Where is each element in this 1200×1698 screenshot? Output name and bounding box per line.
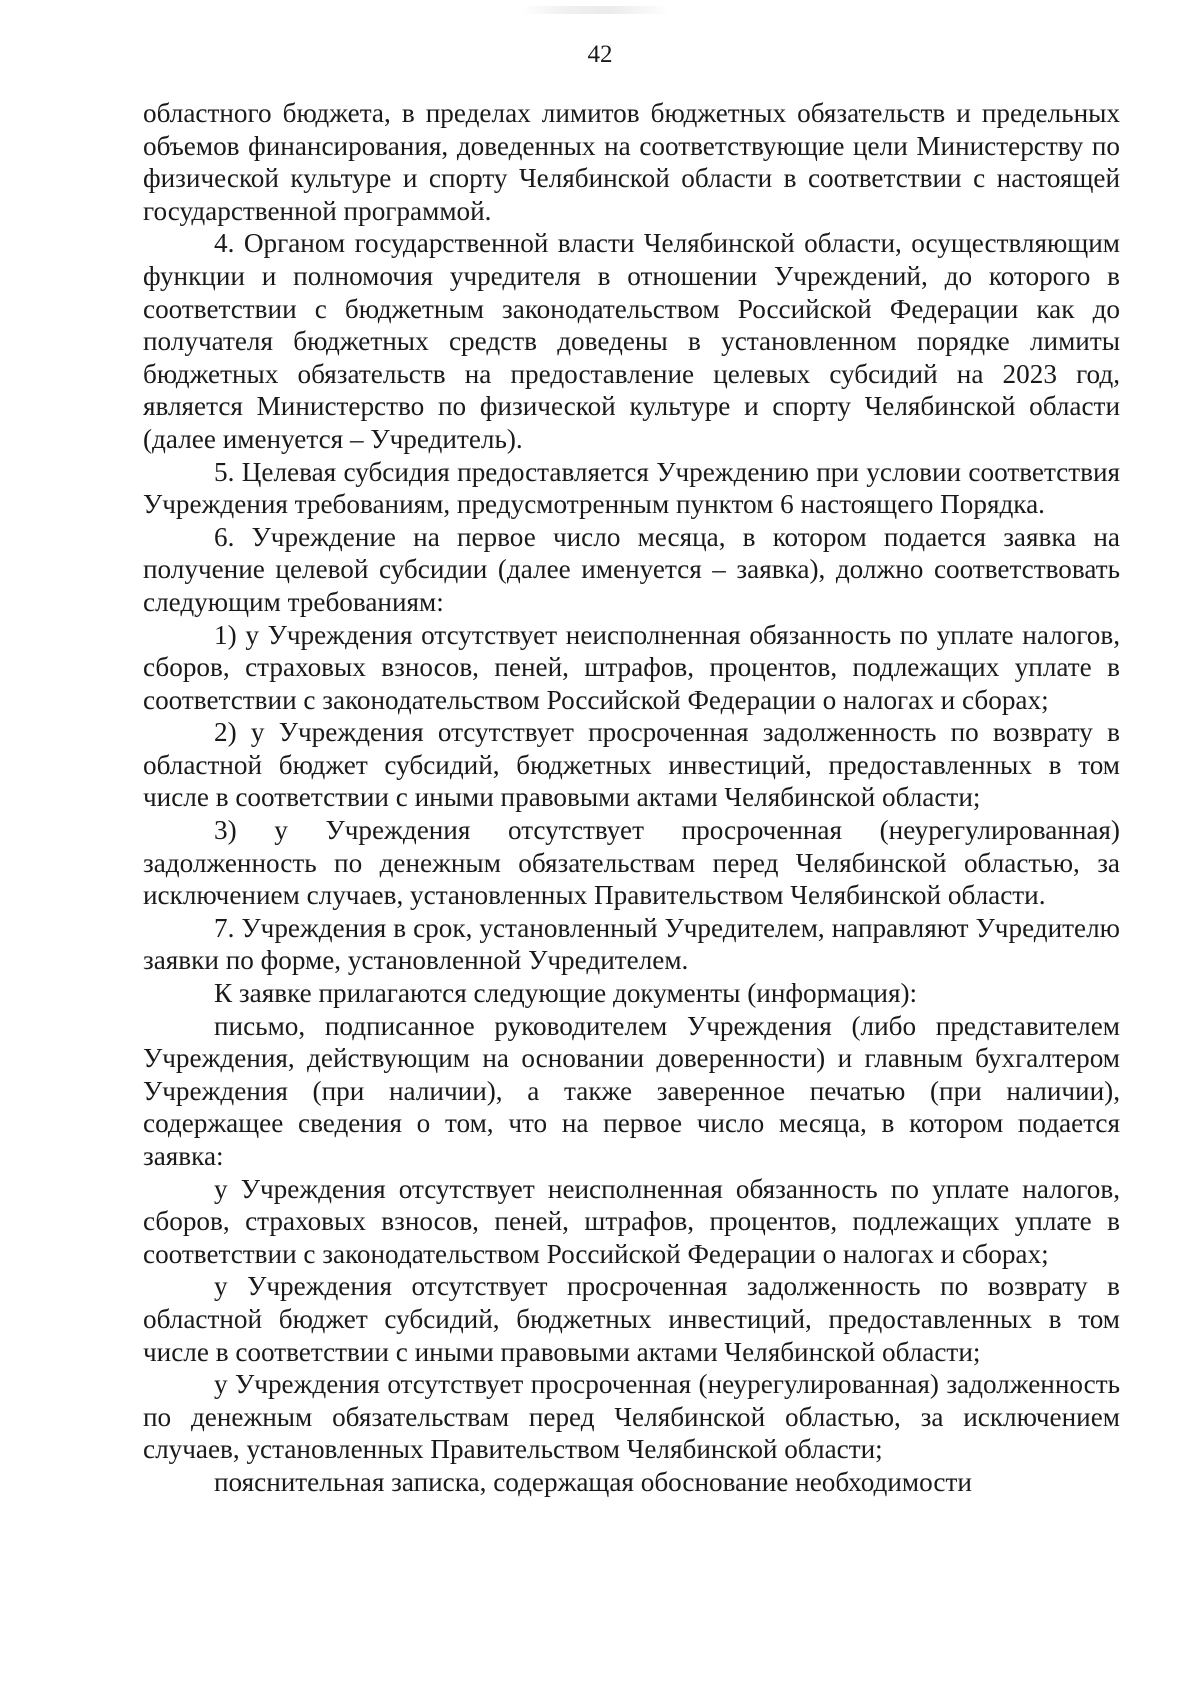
paragraph-attachments-intro: К заявке прилагаются следующие документы (информация): (214, 978, 918, 1009)
paragraph-explanatory-note: пояснительная записка, содержащая обоснование необходимости (214, 1466, 972, 1497)
paragraph-letter-item-3: у Учреждения отсутствует просроченная (неурегулированная) задолженность по денежным обязательствам перед Челябинской областью, за исключением случаев, установленных Правительством Челябинской области; (143, 1369, 1120, 1465)
paragraph-requirement-2: 2) у Учреждения отсутствует просроченная задолженность по возврату в областной бюджет субсидий, бюджетных инвестиций, предоставленных в том числе в соответствии с иными правовыми актами Челябинской области; (143, 717, 1120, 813)
paragraph-clause-6: 6. Учреждение на первое число месяца, в котором подается заявка на получение целевой субсидии (далее именуется – заявка), должно соответствовать следующим требованиям: (143, 521, 1120, 617)
paragraph-letter-item-2: у Учреждения отсутствует просроченная задолженность по возврату в областной бюджет субсидий, бюджетных инвестиций, предоставленных в том числе в соответствии с иными правовыми актами Челябинской области; (143, 1271, 1120, 1367)
document-body (143, 97, 1120, 1499)
paragraph-clause-5: 5. Целевая субсидия предоставляется Учреждению при условии соответствия Учреждения требованиям, предусмотренным пунктом 6 настоящего Порядка. (143, 456, 1120, 520)
paragraph-letter: письмо, подписанное руководителем Учреждения (либо представителем Учреждения, действующим на основании доверенности) и главным бухгалтером Учреждения (при наличии), а также заверенное печатью (при наличии), содержащее сведения о том, что на первое число месяца, в котором подается заявка: (143, 1010, 1120, 1171)
page-number: 42 (587, 41, 613, 68)
paragraph-clause-7: 7. Учреждения в срок, установленный Учредителем, направляют Учредителю заявки по форме, установленной Учредителем. (143, 912, 1120, 976)
paragraph-letter-item-1: у Учреждения отсутствует неисполненная обязанность по уплате налогов, сборов, страховых взносов, пеней, штрафов, процентов, подлежащих уплате в соответствии с законодательством Российской Федерации о налогах и сборах; (143, 1173, 1120, 1269)
paragraph-continuation: областного бюджета, в пределах лимитов бюджетных обязательств и предельных объемов финансирования, доведенных на соответствующие цели Министерству по физической культуре и спорту Челябинской области в соответствии с настоящей государственной программой. (143, 98, 1120, 226)
paragraph-requirement-1: 1) у Учреждения отсутствует неисполненная обязанность по уплате налогов, сборов, страховых взносов, пеней, штрафов, процентов, подлежащих уплате в соответствии с законодательством Российской Федерации о налогах и сборах; (143, 619, 1120, 715)
paragraph-clause-4: 4. Органом государственной власти Челябинской области, осуществляющим функции и полномочия учредителя в отношении Учреждений, до которого в соответствии с бюджетным законодательством Российской Федерации как до получателя бюджетных средств доведены в установленном порядке лимиты бюджетных обязательств на предоставление целевых субсидий на 2023 год, является Министерство по физической культуре и спорту Челябинской области (далее именуется – Учредитель). (143, 228, 1120, 454)
scan-artifact (520, 6, 670, 14)
paragraph-requirement-3: 3) у Учреждения отсутствует просроченная (неурегулированная) задолженность по денежным обязательствам перед Челябинской областью, за исключением случаев, установленных Правительством Челябинской области. (143, 815, 1120, 911)
